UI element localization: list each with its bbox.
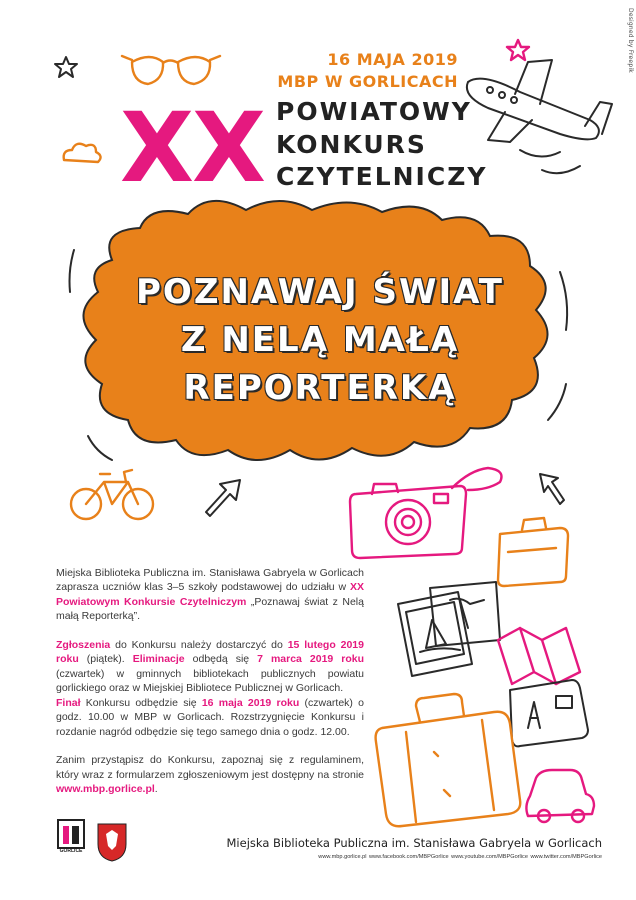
text-span: Konkursu odbędzie się xyxy=(80,696,202,709)
text-span: odbędą się xyxy=(184,653,258,666)
intro-end: „Poznawaj świat z Nelą małą Reporterką”. xyxy=(56,595,364,623)
eliminations-date: 7 marca 2019 roku xyxy=(257,653,364,666)
title-line-1: POWIATOWY xyxy=(276,97,472,126)
star-icon xyxy=(507,40,529,60)
slogan-line-1: POZNAWAJ ŚWIAT xyxy=(136,272,504,312)
final-label: Finał xyxy=(56,696,81,709)
title-line-2: KONKURS xyxy=(276,129,427,159)
cloud-icon xyxy=(64,144,101,162)
event-date: 16 MAJA 2019 xyxy=(327,50,458,69)
arrow-icon xyxy=(206,480,240,516)
contest-title xyxy=(276,96,487,194)
organization-name: Miejska Biblioteka Publiczna im. Stanisława Gabryela w Gorlicach xyxy=(226,836,602,850)
registration-label: Zgłoszenia xyxy=(56,638,111,651)
airplane-icon xyxy=(467,60,612,173)
edition-number: XX xyxy=(120,92,265,204)
title-line-3: CZYTELNICZY xyxy=(276,162,488,191)
slogan-line-2: Z NELĄ MAŁĄ xyxy=(180,320,460,360)
designer-credit: Designed by Freepik xyxy=(627,8,634,73)
paragraph-final xyxy=(56,696,364,739)
text-span: (czwartek) w gminnych bibliotekach publicznych powiatu gorlickiego oraz w Miejskiej Bibliotece Publicznej w Gorlicach. xyxy=(56,667,364,695)
sunglasses-icon xyxy=(122,56,220,84)
coat-of-arms-icon xyxy=(96,822,128,867)
library-logo-icon xyxy=(56,818,86,862)
car-icon xyxy=(526,770,594,822)
arrow-icon xyxy=(540,474,564,504)
eliminations-label: Eliminacje xyxy=(132,653,185,666)
intro-text: Miejska Biblioteka Publiczna im. Stanisława Gabryela w Gorlicach zaprasza uczniów klas 3–5 szkoły podstawowej do udziału w xyxy=(56,567,364,594)
contest-name: XX Powiatowym Konkursie Czytelniczym xyxy=(56,581,364,608)
paragraph-dates xyxy=(56,638,364,696)
registration-date: 15 lutego 2019 roku xyxy=(56,638,364,666)
text-span: (piątek). xyxy=(78,653,133,666)
slogan-line-3: REPORTERKĄ xyxy=(183,368,457,408)
rules-text: Zanim przystąpisz do Konkursu, zapoznaj się z regulaminem, który wraz z formularzem zgłoszeniowym jest dostępny na stronie xyxy=(56,754,364,781)
library-logo xyxy=(56,818,86,862)
suitcase-icon xyxy=(376,694,521,826)
star-icon xyxy=(55,57,77,77)
text-span: . xyxy=(154,783,158,796)
footer-links[interactable]: www.mbp.gorlice.pl www.facebook.com/MBPGorlice www.youtube.com/MBPGorlice www.twitter.com/MBPGorlice xyxy=(318,854,602,860)
passport-icon xyxy=(510,680,588,746)
body-text xyxy=(56,566,364,797)
map-icon xyxy=(498,628,580,684)
text-span: (czwartek) o godz. 10.00 w MBP w Gorlicach. Rozstrzygnięcie Konkursu i rozdanie nagród odbędzie się tego samego dnia o godz. 12.00. xyxy=(56,696,364,738)
library-logo-text: GORLICE xyxy=(59,848,83,854)
slogan xyxy=(110,268,530,412)
event-place: MBP W GORLICACH xyxy=(277,72,458,91)
website-link[interactable]: www.mbp.gorlice.pl xyxy=(56,783,155,796)
paragraph-intro xyxy=(56,566,364,624)
bicycle-icon xyxy=(71,470,153,519)
paragraph-rules xyxy=(56,753,364,796)
text-span: do Konkursu należy dostarczyć do xyxy=(110,638,288,651)
suitcase-icon xyxy=(498,518,568,586)
final-date: 16 maja 2019 roku xyxy=(201,696,300,709)
camera-icon xyxy=(350,468,502,558)
